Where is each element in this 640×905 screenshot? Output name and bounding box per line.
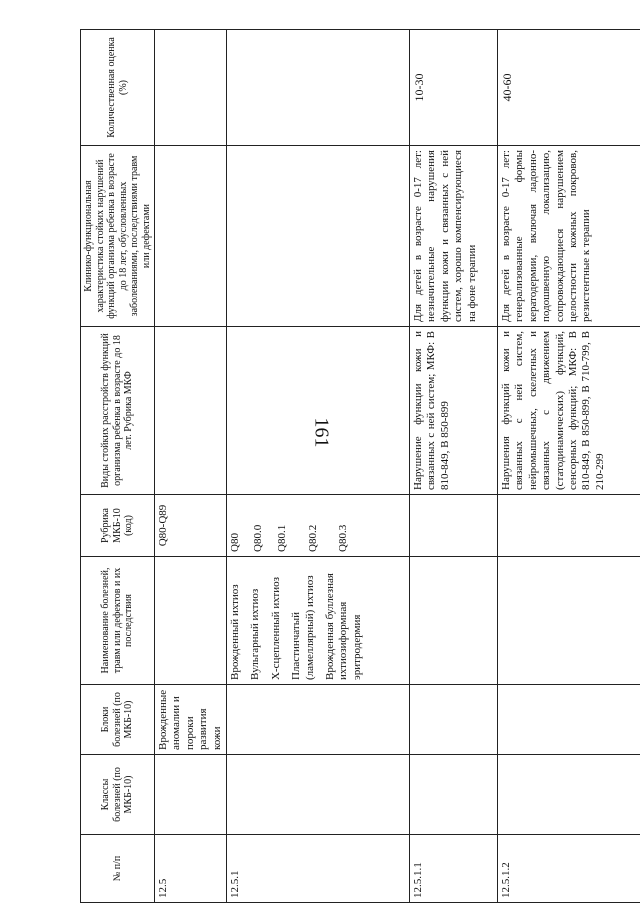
characteristic-cell: Для детей в возрасте 0-17 лет: незначительные нарушения функции кожи и связанных с ней систем, хорошо компенсирующиеся на фоне терапии <box>410 146 498 327</box>
header-num: № п/п <box>81 835 155 903</box>
header-row <box>81 30 155 903</box>
block-cell: Врожденные аномалии и пороки развития кожи <box>155 685 227 755</box>
header-class: Классы болезней (по МКБ-10) <box>81 755 155 835</box>
header-characteristic: Клинико-функциональная характеристика стойких нарушений функций организма ребенка в возрасте до 18 лет, обусловленных заболеваниями, последствиями травм или дефектами <box>81 146 155 327</box>
code-item: Q80.1 <box>275 524 288 552</box>
code-cell: Q80-Q89 <box>155 495 227 557</box>
table-row <box>155 30 227 903</box>
header-disease: Наименование болезней, травм или дефектов и их последствия <box>81 557 155 685</box>
score-cell: 40-60 <box>498 30 640 146</box>
disease-list <box>227 557 410 685</box>
characteristic-cell <box>155 146 227 327</box>
characteristic-cell <box>227 146 410 327</box>
class-cell <box>410 755 498 835</box>
disease-cell <box>410 557 498 685</box>
block-cell <box>498 685 640 755</box>
class-cell <box>155 755 227 835</box>
disease-item: Вульгарный ихтиоз <box>249 588 262 680</box>
disability-criteria-table <box>80 29 640 903</box>
row-number: 12.5.1 <box>227 835 410 903</box>
code-item: Q80.3 <box>336 524 349 552</box>
code-cell <box>498 495 640 557</box>
class-cell <box>498 755 640 835</box>
block-cell <box>227 685 410 755</box>
code-item: Q80.2 <box>307 524 320 552</box>
block-cell <box>410 685 498 755</box>
table-row <box>410 30 498 903</box>
characteristic-cell: Для детей в возрасте 0-17 лет: генерализованные формы кератодермии, включая ладонно-подошвенную локализацию, сопровождающиеся нарушением целостности кожных покровов, резистентные к терапии <box>498 146 640 327</box>
code-item: Q80.0 <box>252 524 265 552</box>
function-cell <box>227 327 410 495</box>
class-cell <box>227 755 410 835</box>
code-list <box>227 495 410 557</box>
function-cell: Нарушения функций кожи и связанных с ней систем, нейромышечных, скелетных и связанных с движением (статодинамических) функций, сенсорных функций; МКФ: В 810-849, В 850-899, В 710-799, В 210-299 <box>498 327 640 495</box>
code-item: Q80 <box>229 533 242 552</box>
disease-item: Врожденный ихтиоз <box>229 584 242 680</box>
table-row <box>227 30 410 903</box>
disease-item: Х-сцепленный ихтиоз <box>269 577 282 680</box>
score-cell <box>155 30 227 146</box>
header-block: Блоки болезней (по МКБ-10) <box>81 685 155 755</box>
row-number: 12.5 <box>155 835 227 903</box>
score-cell: 10-30 <box>410 30 498 146</box>
score-cell <box>227 30 410 146</box>
table-row <box>498 30 640 903</box>
code-cell <box>410 495 498 557</box>
header-function: Виды стойких расстройств функций организма ребенка в возрасте до 18 лет. Рубрика МКФ <box>81 327 155 495</box>
disease-cell <box>155 557 227 685</box>
row-number: 12.5.1.1 <box>410 835 498 903</box>
function-cell: Нарушение функции кожи и связанных с ней систем; МКФ: В 810-849, В 850-899 <box>410 327 498 495</box>
header-score: Количественная оценка (%) <box>81 30 155 146</box>
disease-item: Врожденная буллезная ихтиозиформная эритродермия <box>324 573 363 680</box>
row-number: 12.5.1.2 <box>498 835 640 903</box>
disease-item: Пластинчатый (ламеллярный) ихтиоз <box>290 575 316 680</box>
rotated-table-container <box>80 30 606 903</box>
function-cell <box>155 327 227 495</box>
header-code: Рубрика МКБ-10 (код) <box>81 495 155 557</box>
page-number: 161 <box>310 417 333 447</box>
disease-cell <box>498 557 640 685</box>
